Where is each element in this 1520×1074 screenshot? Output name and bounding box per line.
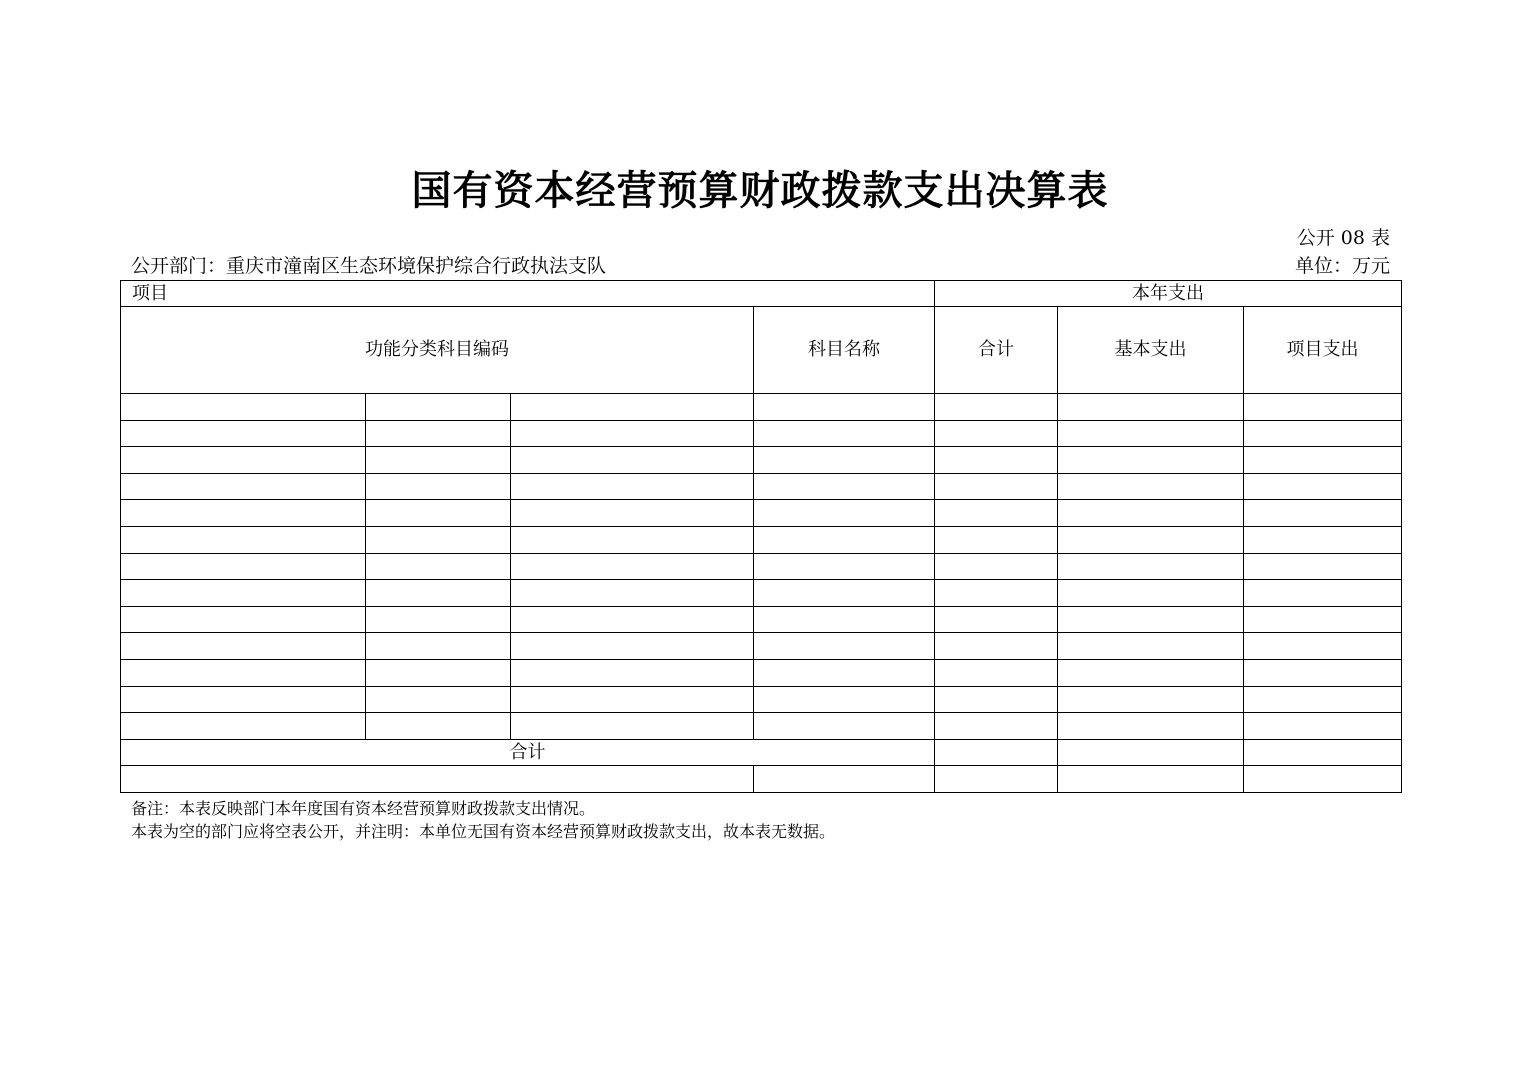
table-row: [121, 580, 1402, 607]
department-label: 公开部门：重庆市潼南区生态环境保护综合行政执法支队: [131, 255, 607, 277]
table-row: [121, 394, 1402, 421]
col-header-code: 功能分类科目编码: [121, 307, 754, 394]
note-line-1: 备注：本表反映部门本年度国有资本经营预算财政拨款支出情况。: [131, 799, 596, 818]
table-row: [121, 553, 1402, 580]
table-row: [121, 420, 1402, 447]
note-line-2: 本表为空的部门应将空表公开，并注明：本单位无国有资本经营预算财政拨款支出，故本表无数据。: [131, 822, 836, 841]
project-header: 项目: [121, 281, 935, 307]
page-title: 国有资本经营预算财政拨款支出决算表: [411, 167, 1109, 214]
table-row: [121, 526, 1402, 553]
table-row: [121, 713, 1402, 740]
col-header-name: 科目名称: [754, 307, 935, 394]
table-row: [121, 606, 1402, 633]
col-header-total: 合计: [935, 307, 1058, 394]
total-row: [121, 739, 1402, 766]
col-header-basic: 基本支出: [1058, 307, 1244, 394]
expense-table: [120, 280, 1402, 793]
table-row: [121, 500, 1402, 527]
total-row-label: 合计: [121, 739, 935, 766]
table-row: [121, 659, 1402, 686]
col-header-project: 项目支出: [1244, 307, 1402, 394]
table-row: [121, 686, 1402, 713]
table-row: [121, 473, 1402, 500]
notes: [131, 797, 835, 843]
table-row: [121, 766, 1402, 793]
unit-label: 单位：万元: [1294, 255, 1390, 277]
table-row: [121, 633, 1402, 660]
table-row: [121, 447, 1402, 474]
year-expense-header: 本年支出: [935, 281, 1402, 307]
form-number: 公开 08 表: [1296, 227, 1390, 249]
